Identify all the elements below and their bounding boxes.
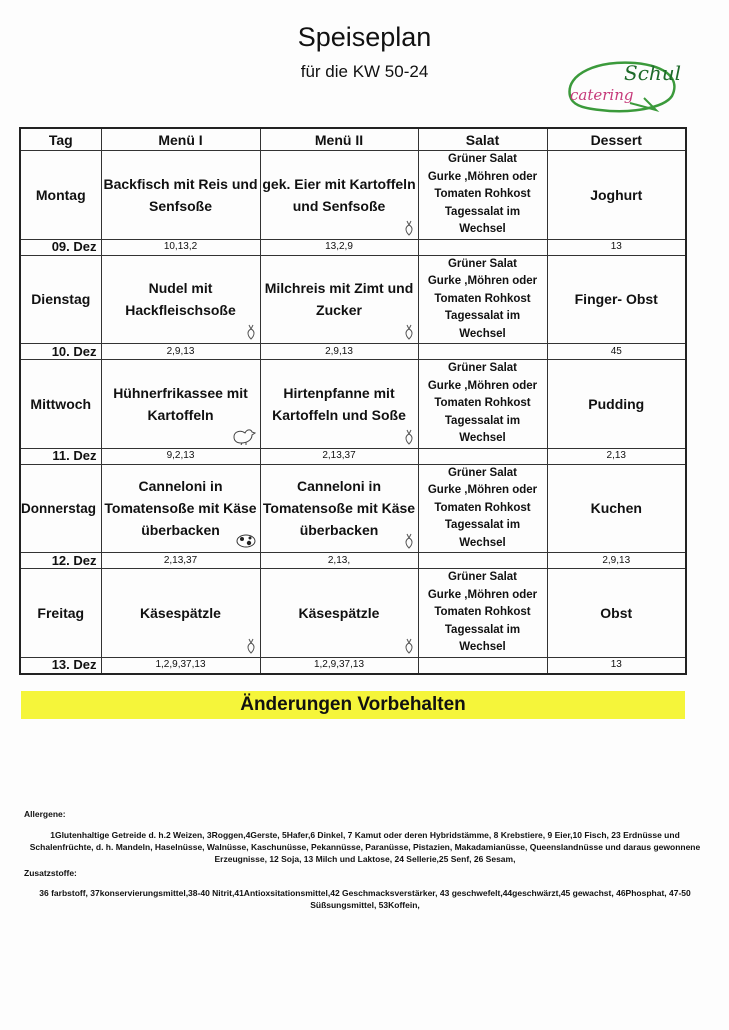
allergens-text: 1Glutenhaltige Getreide d. h.2 Weizen, 3Roggen,4Gerste, 5Hafer,6 Dinkel, 7 Kamut oder deren Hybridstämme, 8 Krebstiere, 9 Eier,10 Fisch, 23 Erdnüsse und Schalenfrüchte, d. h. Mandeln, Haselnüsse, Walnüsse, Kaschunüsse, Pekannüsse, Paranüsse, Pistazien, Makadamianüsse, Queenslandnüsse und daraus gewonnene Erzeugnisse, 12 Soja, 13 Milch und Laktose, 24 Sellerie,25 Senf, 26 Sesam,: [29, 830, 701, 864]
changes-notice: Änderungen Vorbehalten: [21, 691, 685, 719]
salad-line: Tomaten Rohkost: [434, 188, 531, 200]
date: 12. Dez: [20, 553, 101, 569]
salad-line: Tagessalat im: [444, 519, 521, 531]
menu2-dish: [260, 151, 418, 240]
salad-line: Grüner Salat: [447, 362, 518, 374]
salad-line: Tagessalat im: [444, 414, 521, 427]
menu2-dish: [260, 255, 418, 344]
menu2-codes: 13,2,9: [260, 239, 418, 255]
menu-table: [19, 127, 687, 675]
salad-line: Tomaten Rohkost: [434, 501, 531, 514]
salad-cell: [418, 255, 547, 344]
menu1-dish: [101, 569, 260, 658]
dessert: Finger- Obst: [547, 255, 686, 344]
salad-line: Wechsel: [459, 327, 506, 340]
salad-cell: [418, 360, 547, 449]
dish-text: Canneloni in Tomatensoße mit Käse überbacken: [104, 478, 257, 539]
codes-row: [20, 344, 686, 360]
dish-text: Milchreis mit Zimt und Zucker: [264, 280, 414, 319]
menu1-codes: 9,2,13: [101, 448, 260, 464]
table-row: [20, 255, 686, 344]
salad-line: Grüner Salat: [447, 571, 518, 583]
salad-codes: [418, 553, 547, 569]
menu1-codes: 10,13,2: [101, 239, 260, 255]
menu1-codes: 2,9,13: [101, 344, 260, 360]
menu2-dish: [260, 569, 418, 658]
table-row: [20, 569, 686, 658]
salad-line: Grüner Salat: [447, 257, 518, 270]
salad-line: Tomaten Rohkost: [434, 397, 531, 409]
table-row: [20, 151, 686, 240]
salad-cell: [418, 569, 547, 658]
salad-codes: [418, 448, 547, 464]
salad-codes: [418, 657, 547, 674]
menu1-dish: [101, 464, 260, 553]
salad-line: Gurke ,Möhren oder: [427, 588, 538, 601]
codes-row: [20, 657, 686, 674]
salad-cell: [418, 464, 547, 553]
pig-icon: [235, 533, 257, 549]
salad-line: Tagessalat im: [444, 623, 521, 636]
salad-line: Gurke ,Möhren oder: [427, 170, 538, 183]
salad-cell: [418, 151, 547, 240]
day-name: Dienstag: [20, 255, 101, 344]
codes-row: [20, 553, 686, 569]
menu2-dish: [260, 360, 418, 449]
dish-text: Canneloni in Tomatensoße mit Käse überbacken: [262, 478, 416, 539]
salad-line: Tomaten Rohkost: [434, 606, 531, 618]
col-menu1: Menü I: [101, 128, 260, 151]
dessert-codes: 13: [547, 239, 686, 255]
date: 10. Dez: [20, 344, 101, 360]
codes-row: [20, 448, 686, 464]
chicken-icon: [231, 427, 257, 445]
page-title: Speiseplan: [297, 22, 432, 52]
svg-text:catering: catering: [570, 86, 634, 104]
menu2-codes: 1,2,9,37,13: [260, 657, 418, 674]
date: 09. Dez: [20, 239, 101, 255]
col-dessert: Dessert: [547, 128, 686, 151]
dessert: Pudding: [547, 360, 686, 449]
vegetable-icon: [403, 324, 415, 340]
menu1-dish: [101, 360, 260, 449]
salad-line: Gurke ,Möhren oder: [427, 379, 538, 392]
salad-line: Grüner Salat: [447, 466, 518, 479]
dessert-codes: 13: [547, 657, 686, 674]
day-name: Montag: [20, 151, 101, 240]
menu1-codes: 2,13,37: [101, 553, 260, 569]
salad-line: Tomaten Rohkost: [434, 292, 531, 305]
dish-text: Käsespätzle: [298, 604, 380, 621]
salad-line: Wechsel: [459, 536, 506, 549]
dish-text: Käsespätzle: [140, 604, 221, 621]
day-name: Mittwoch: [20, 360, 101, 449]
day-name: Freitag: [20, 569, 101, 658]
vegetable-icon: [403, 533, 415, 549]
salad-line: Tagessalat im: [444, 310, 521, 322]
dish-text: Backfisch mit Reis und Senfsoße: [103, 175, 258, 214]
codes-row: [20, 239, 686, 255]
salad-codes: [418, 344, 547, 360]
date: 13. Dez: [20, 657, 101, 674]
dish-text: Hirtenpfanne mit Kartoffeln und Soße: [272, 384, 406, 423]
dessert-codes: 45: [547, 344, 686, 360]
salad-line: Grüner Salat: [447, 153, 518, 165]
additives-label: Zusatzstoffe:: [24, 868, 77, 878]
table-header-row: [20, 128, 686, 151]
menu2-codes: 2,13,37: [260, 448, 418, 464]
week-subtitle: für die KW 50-24: [300, 62, 429, 81]
salad-line: Tagessalat im: [444, 205, 521, 218]
salad-line: Wechsel: [459, 432, 506, 444]
day-name: Donnerstag: [20, 464, 101, 553]
vegetable-icon: [245, 324, 257, 340]
table-row: [20, 360, 686, 449]
dessert: Joghurt: [547, 151, 686, 240]
salad-line: Wechsel: [459, 223, 506, 235]
vegetable-icon: [403, 220, 415, 236]
col-tag: Tag: [20, 128, 101, 151]
menu2-dish: [260, 464, 418, 553]
dish-text: Hühnerfrikassee mit Kartoffeln: [113, 384, 248, 423]
vegetable-icon: [403, 638, 415, 654]
menu2-codes: 2,13,: [260, 553, 418, 569]
salad-line: Gurke ,Möhren oder: [427, 484, 538, 496]
salad-codes: [418, 239, 547, 255]
menu2-codes: 2,9,13: [260, 344, 418, 360]
dish-text: gek. Eier mit Kartoffeln und Senfsoße: [262, 175, 416, 214]
vegetable-icon: [245, 638, 257, 654]
dessert: Kuchen: [547, 464, 686, 553]
allergens-label: Allergene:: [24, 809, 66, 819]
menu1-dish: [101, 151, 260, 240]
salad-line: Gurke ,Möhren oder: [427, 275, 538, 287]
menu1-dish: [101, 255, 260, 344]
col-salad: Salat: [418, 128, 547, 151]
dessert-codes: 2,9,13: [547, 553, 686, 569]
dish-text: Nudel mit Hackfleischsoße: [125, 280, 236, 319]
vegetable-icon: [403, 429, 415, 445]
dessert: Obst: [547, 569, 686, 658]
dessert-codes: 2,13: [547, 448, 686, 464]
date: 11. Dez: [20, 448, 101, 464]
col-menu2: Menü II: [260, 128, 418, 151]
svg-text:Schul: Schul: [624, 61, 682, 85]
table-row: [20, 464, 686, 553]
additives-text: 36 farbstoff, 37konservierungsmittel,38-40 Nitrit,41Antioxsitationsmittel,42 Geschmacksverstärker, 43 geschwefelt,44geschwärzt,45 gewachst, 46Phosphat, 47-50 Süßsungsmittel, 53Koffein,: [39, 888, 691, 910]
menu1-codes: 1,2,9,37,13: [101, 657, 260, 674]
catering-logo: [560, 58, 682, 118]
salad-line: Wechsel: [459, 641, 506, 653]
